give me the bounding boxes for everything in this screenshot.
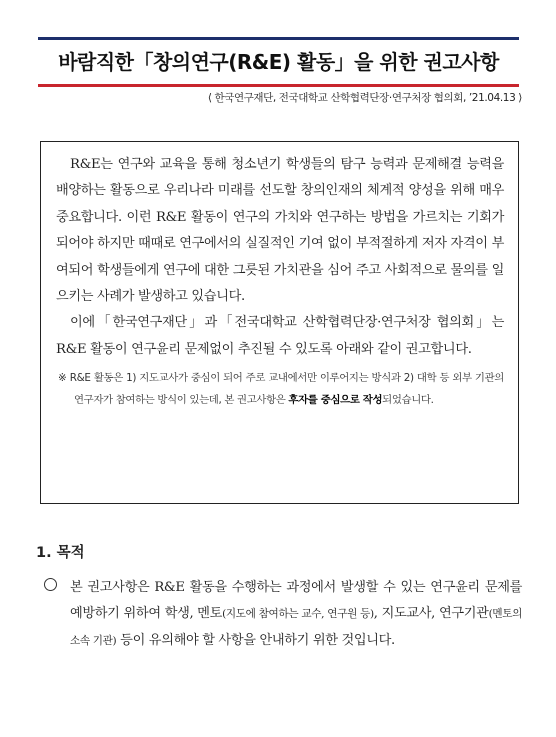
intro-box — [40, 141, 519, 504]
source-line: ⟨ 한국연구재단, 전국대학교 산학협력단장·연구처장 협의회, ’21.04.13 ⟩ — [207, 92, 522, 104]
note-emphasis: 후자를 중심으로 작성 — [288, 394, 383, 407]
circle-bullet-icon — [44, 578, 57, 591]
note-text: ※ R&E 활동은 1) 지도교사가 중심이 되어 주로 교내에서만 이루어지는 방식과 2) 대학 등 외부 기관의 연구자가 참여하는 방식이 있는데, 본 권고사항은 — [58, 372, 504, 407]
mentor-note: (지도에 참여하는 교수, 연구원 등) — [222, 608, 374, 621]
institution-note: (멘토의 소속 기관) — [70, 608, 522, 647]
purpose-text — [44, 575, 522, 654]
intro-paragraph-1: R&E는 연구와 교육을 통해 청소년기 학생들의 탐구 능력과 문제해결 능력을 배양하는 활동으로 우리나라 미래를 선도할 창의인재의 체계적 양성을 위해 매우 중요합니다. 이런 R&E 활동이 연구의 가치와 연구하는 방법을 가르치는 기회가 되어야 하지만 때때로 연구에서의 실질적인 기여 없이 부적절하게 저자 자격이 부여되어 학생들에게 연구에 대한 그릇된 가치관을 심어 주고 사회적으로 물의를 일으키는 사례가 발생하고 있습니다. — [56, 157, 504, 305]
title-block — [38, 37, 519, 87]
purpose-text-a: 본 권고사항은 R&E 활동을 수행하는 과정에서 발생할 수 있는 연구윤리 문제를 예방하기 위하여 학생, 멘토 — [70, 580, 522, 622]
section-heading: 1. 목적 — [36, 545, 85, 561]
purpose-text-c: 등이 유의해야 할 사항을 안내하기 위한 것입니다. — [116, 632, 395, 648]
note-text-end: 되었습니다. — [382, 394, 434, 407]
intro-paragraph-2: 이에「한국연구재단」과「전국대학교 산학협력단장·연구처장 협의회」는 R&E 활동이 연구윤리 문제없이 추진될 수 있도록 아래와 같이 권고합니다. — [56, 315, 504, 357]
page-title: 바람직한「창의연구(R&E) 활동」을 위한 권고사항 — [58, 50, 499, 74]
title-bottom-rule — [38, 84, 519, 87]
purpose-item — [44, 575, 522, 654]
scope-note — [56, 367, 504, 411]
purpose-text-b: , 지도교사, 연구기관 — [373, 606, 489, 622]
